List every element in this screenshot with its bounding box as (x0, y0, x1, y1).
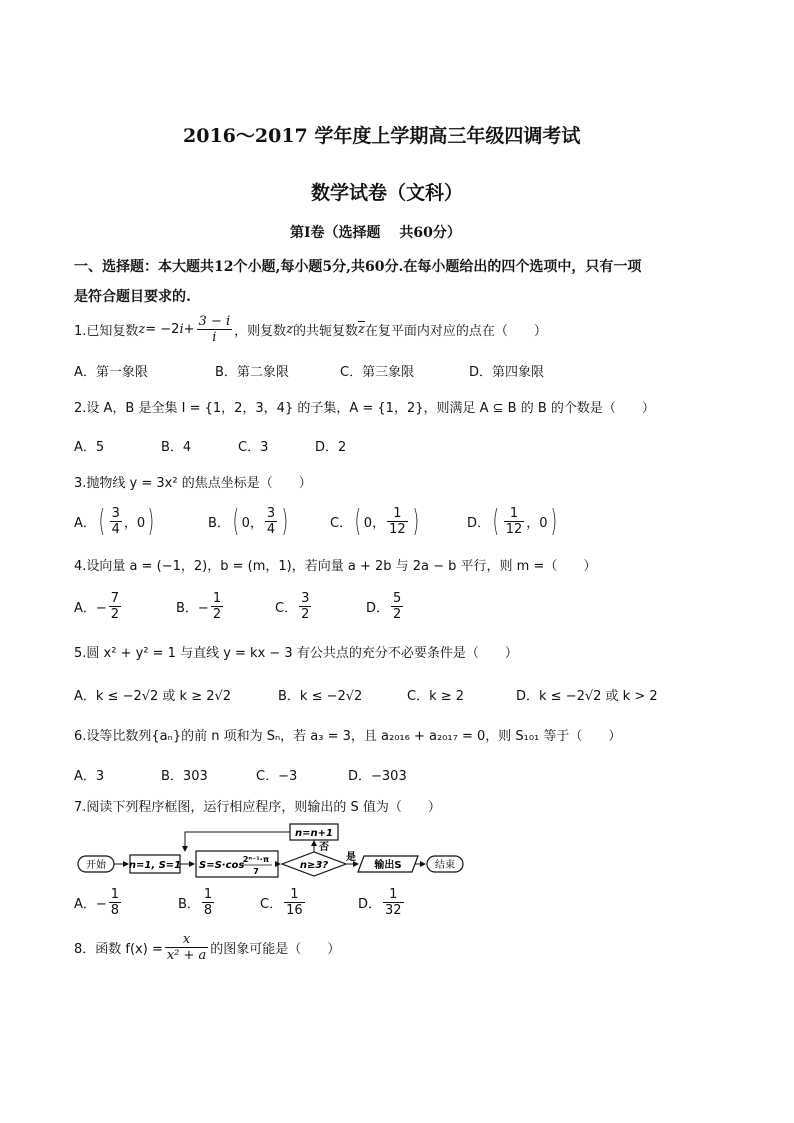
q4-b-bot: 2 (212, 607, 222, 622)
q3-a-tail: ，0 (123, 516, 146, 531)
q3-label-a: A． (74, 516, 96, 531)
q7-d-top: 1 (383, 887, 404, 903)
q7-c-bot: 16 (286, 903, 303, 918)
q4-b-frac (211, 591, 223, 622)
q4-label-d: D． (366, 601, 390, 616)
q4-c-bot: 2 (301, 607, 310, 622)
fc-inc-text: n=n+1 (295, 828, 333, 839)
q1-text-k: 在复平面内对应的点在（ ） (364, 324, 547, 339)
q1-var-zbar: $\overline{z}$ (358, 322, 365, 337)
q2-option-d: D．2 (315, 440, 347, 455)
q7-c-frac (284, 887, 305, 918)
q4-c-frac (299, 591, 311, 622)
section-instruction-line2: 是符合题目要求的. (74, 289, 191, 305)
q1-text-g: ，则复数 (234, 324, 287, 339)
q1-frac-top: 3 − i (198, 314, 231, 329)
q5-option-c: C．k ≥ 2 (407, 689, 465, 704)
exam-title: 2016～2017 学年度上学期高三年级四调考试 (183, 125, 581, 147)
q3-b-frac (265, 506, 277, 537)
q6-option-b: B．303 (161, 769, 208, 784)
q7-d-frac (383, 887, 404, 918)
q1-var-z: z (138, 322, 146, 337)
q3-paren-open-a: ( (98, 503, 105, 539)
q7-d-bot: 32 (385, 903, 402, 918)
q3-a-bot: 4 (111, 522, 120, 537)
q3-option-d (467, 503, 559, 539)
q4-a-frac (109, 591, 121, 622)
q3-b-head: 0， (241, 516, 263, 531)
fc-yes-label: 是 (346, 852, 356, 863)
q7-a-bot: 8 (110, 903, 120, 918)
part-heading: 第Ⅰ卷（选择题 共60分） (290, 225, 461, 241)
q1-option-a: A．第一象限 (74, 365, 148, 380)
q7-c-top: 1 (284, 887, 305, 903)
fc-calc-top: 2ⁿ⁻¹·π (242, 855, 270, 864)
fc-calc-text: S=S·cos (199, 860, 245, 871)
q3-paren-open-b: ( (232, 503, 240, 539)
q5-option-a: A．k ≤ −2√2 或 k ≥ 2√2 (74, 689, 232, 704)
q4-label-b: B．− (176, 601, 209, 616)
q7-option-d (358, 887, 406, 918)
q8-frac (165, 932, 208, 963)
q3-label-d: D． (467, 516, 491, 531)
q4-b-top: 1 (212, 591, 222, 606)
q4-d-top: 5 (393, 591, 402, 606)
q3-option-a (74, 503, 157, 539)
q3-d-frac (504, 506, 525, 537)
q3-d-bot: 12 (505, 522, 523, 537)
q6-option-c: C．−3 (256, 769, 298, 784)
q4-label-a: A．− (74, 601, 107, 616)
fc-calc-bot: 7 (253, 867, 259, 876)
q7-flowchart (70, 820, 470, 882)
q8-bot: x² + a (166, 948, 207, 963)
q7-b-top: 1 (203, 887, 213, 902)
section-instruction-line1: 一、选择题：本大题共12个小题,每小题5分,共60分.在每小题给出的四个选项中，只有一项 (74, 259, 642, 275)
question-1 (74, 314, 547, 345)
q8-text-b: 的图象可能是（ ） (210, 942, 341, 957)
q3-a-frac (110, 506, 122, 537)
exam-subtitle: 数学试卷（文科） (311, 182, 464, 204)
q3-a-top: 3 (111, 506, 120, 521)
q4-label-c: C． (275, 601, 298, 616)
q3-paren-open-c: ( (354, 503, 362, 539)
q3-label-b: B． (208, 516, 230, 531)
fc-start-text: 开始 (86, 860, 106, 871)
q4-option-a (74, 591, 123, 622)
q1-text-i: 的共轭复数 (293, 324, 359, 339)
q3-c-bot: 12 (389, 522, 406, 537)
q7-option-b (178, 887, 216, 918)
q3-label-c: C． (330, 516, 353, 531)
fc-end-text: 结束 (435, 860, 455, 871)
q1-frac-bot: i (212, 330, 217, 345)
question-8 (74, 932, 340, 963)
q3-c-head: 0， (363, 516, 386, 531)
q1-option-d: D．第四象限 (469, 365, 545, 380)
q6-option-d: D．−303 (348, 769, 407, 784)
q1-text-c: = −2 (145, 322, 180, 337)
q4-option-c (275, 591, 313, 622)
question-7: 7.阅读下列程序框图，运行相应程序，则输出的 S 值为（ ） (74, 800, 441, 815)
q7-b-bot: 8 (203, 903, 213, 918)
q3-option-b (208, 503, 291, 539)
q1-option-b: B．第二象限 (215, 365, 289, 380)
q3-d-tail: ，0 (526, 516, 548, 531)
q7-option-c (260, 887, 307, 918)
q1-var-i: i (179, 322, 184, 337)
question-6: 6.设等比数列{aₙ}的前 n 项和为 Sₙ，若 a₃ = 3，且 a₂₀₁₆ + a₂₀₁₇ = 0，则 S₁₀₁ 等于（ ） (74, 729, 622, 744)
fc-out-text: 输出S (374, 860, 402, 871)
q8-top: x (165, 932, 208, 948)
q3-c-top: 1 (387, 506, 408, 522)
q4-d-frac (391, 591, 403, 622)
q5-option-b: B．k ≤ −2√2 (278, 689, 363, 704)
q3-d-top: 1 (504, 506, 525, 522)
q1-fraction (197, 314, 233, 345)
q3-paren-close-c: ) (412, 503, 419, 539)
q4-a-bot: 2 (110, 607, 120, 622)
q3-paren-close-d: ) (550, 503, 557, 539)
fc-no-label: 否 (319, 842, 329, 853)
q2-option-c: C．3 (238, 440, 269, 455)
q2-option-a: A．5 (74, 440, 105, 455)
q4-a-top: 7 (110, 591, 120, 606)
question-2: 2.设 A，B 是全集 I = {1，2，3，4} 的子集，A = {1，2}，则满足 A ⊆ B 的 B 的个数是（ ） (74, 401, 655, 416)
q1-text-a: 1.已知复数 (74, 324, 139, 339)
fc-init-text: n=1, S=1 (128, 860, 182, 871)
q7-label-d: D． (358, 897, 382, 912)
q1-text-e: + (183, 322, 195, 337)
q3-paren-close-b: ) (281, 503, 289, 539)
q4-d-bot: 2 (393, 607, 402, 622)
q3-paren-close-a: ) (147, 503, 155, 539)
question-4: 4.设向量 a = (−1，2)，b = (m，1)，若向量 a + 2b 与 2a − b 平行，则 m =（ ） (74, 559, 597, 574)
question-5: 5.圆 x² + y² = 1 与直线 y = kx − 3 有公共点的充分不必要条件是（ ） (74, 646, 518, 661)
q4-c-top: 3 (301, 591, 310, 606)
q2-option-b: B．4 (161, 440, 192, 455)
q3-b-top: 3 (266, 506, 276, 521)
fc-loop-line (185, 832, 290, 851)
q7-a-top: 1 (110, 887, 120, 902)
q3-paren-open-d: ( (492, 503, 500, 539)
question-3: 3.抛物线 y = 3x² 的焦点坐标是（ ） (74, 476, 312, 491)
q4-option-b (176, 591, 225, 622)
q3-c-frac (387, 506, 408, 537)
q6-option-a: A．3 (74, 769, 105, 784)
q8-text-a: 8．函数 f(x) = (74, 942, 163, 957)
q7-label-a: A．− (74, 897, 107, 912)
q7-label-c: C． (260, 897, 283, 912)
q3-b-bot: 4 (266, 522, 276, 537)
q1-option-c: C．第三象限 (340, 365, 415, 380)
q7-a-frac (109, 887, 121, 918)
q7-label-b: B． (178, 897, 200, 912)
q3-option-c (330, 503, 421, 539)
q1-var-z2: z (286, 322, 294, 337)
q7-option-a (74, 887, 123, 918)
q5-option-d: D．k ≤ −2√2 或 k > 2 (516, 689, 658, 704)
q4-option-d (366, 591, 405, 622)
q7-b-frac (202, 887, 214, 918)
fc-cond-text: n≥3? (299, 860, 329, 871)
